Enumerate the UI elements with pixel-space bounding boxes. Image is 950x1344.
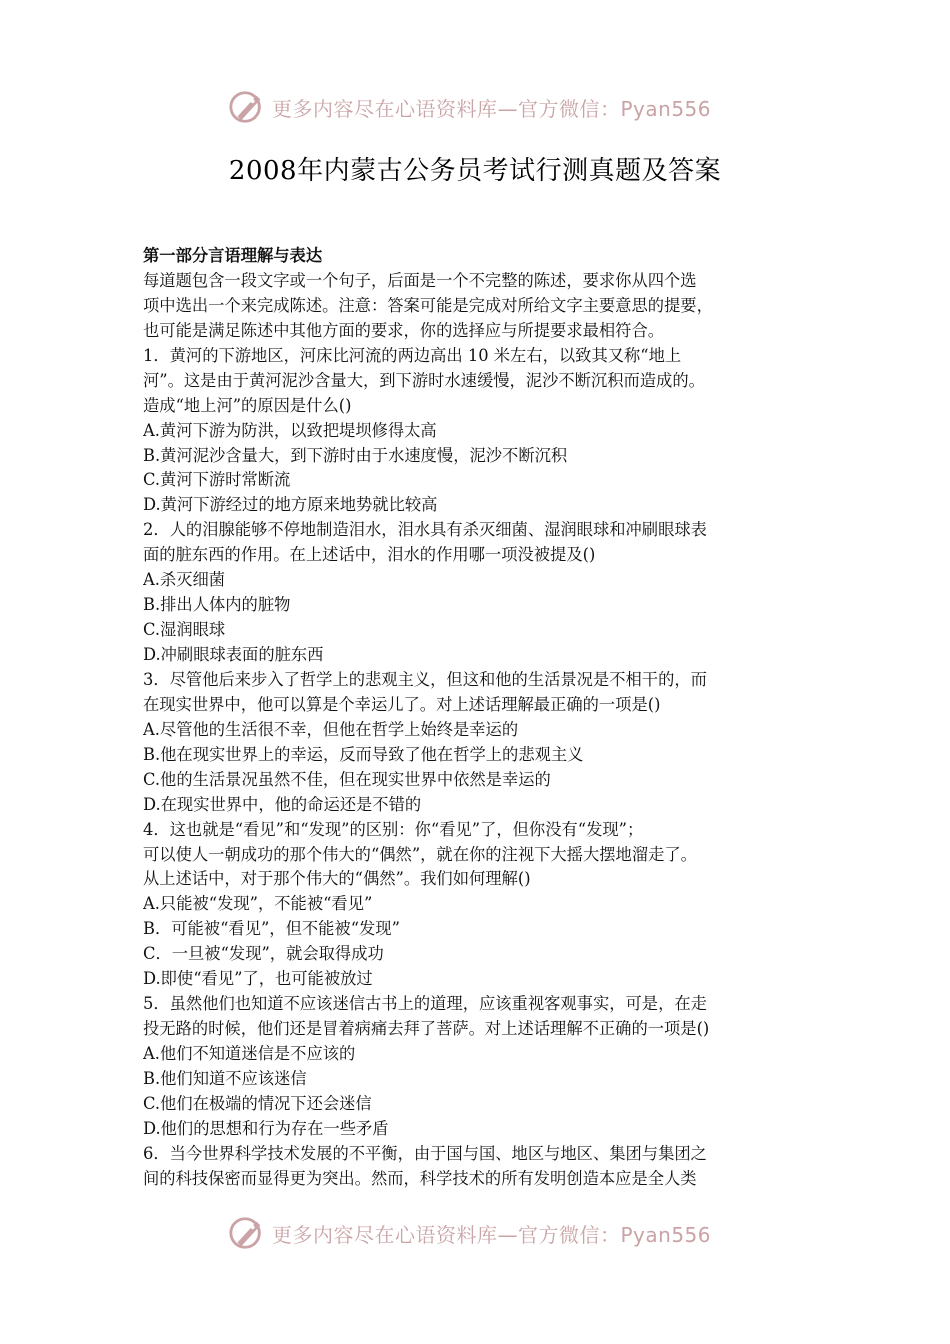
text-line: 2．人的泪腺能够不停地制造泪水，泪水具有杀灭细菌、湿润眼球和冲刷眼球表 [143,520,707,540]
text-line: 造成“地上河”的原因是什么() [143,395,352,415]
text-line: D.黄河下游经过的地方原来地势就比较高 [143,495,438,515]
text-line: A.尽管他的生活很不幸，但他在哲学上始终是幸运的 [143,719,519,739]
text-line: C.湿润眼球 [143,620,226,640]
text-line: C．一旦被“发现”，就会取得成功 [143,944,384,964]
text-line: B.他在现实世界上的幸运，反而导致了他在哲学上的悲观主义 [143,744,584,764]
text-line: 1．黄河的下游地区，河床比河流的两边高出 10 米左右，以致其又称“地上 [143,345,682,365]
watermark-banner-top [0,82,950,134]
text-line: 从上述话中，对于那个伟大的“偶然”。我们如何理解() [143,869,531,889]
text-line: 每道题包含一段文字或一个句子，后面是一个不完整的陈述，要求你从四个选 [143,270,697,290]
text-line: D.在现实世界中，他的命运还是不错的 [143,794,422,814]
watermark-banner-bottom [0,1208,950,1260]
text-line: A.只能被“发现”，不能被“看见” [143,894,373,914]
text-line: 也可能是满足陈述中其他方面的要求，你的选择应与所提要求最相符合。 [143,320,665,340]
text-line: D.即使“看见”了，也可能被放过 [143,969,373,989]
watermark-text: 更多内容尽在心语资料库—官方微信：Pyan556 [272,96,712,121]
text-line: 可以使人一朝成功的那个伟大的“偶然”，就在你的注视下大摇大摆地溜走了。 [143,844,697,864]
text-line: D.冲刷眼球表面的脏东西 [143,645,324,664]
text-line: 项中选出一个来完成陈述。注意：答案可能是完成对所给文字主要意思的提要， [143,295,713,315]
text-line: C.他的生活景况虽然不佳，但在现实世界中依然是幸运的 [143,769,551,789]
text-line: C.他们在极端的情况下还会迷信 [143,1093,372,1113]
pen-nib-logo-icon [228,1214,266,1252]
text-line: 面的脏东西的作用。在上述话中，泪水的作用哪一项没被提及() [143,545,596,565]
document-body [143,244,811,1192]
text-line: 4．这也就是“看见”和“发现”的区别：你“看见”了，但你没有“发现”； [143,819,644,839]
text-line: 3．尽管他后来步入了哲学上的悲观主义，但这和他的生活景况是不相干的，而 [143,669,707,689]
watermark-text: 更多内容尽在心语资料库—官方微信：Pyan556 [272,1222,712,1247]
text-line: 5．虽然他们也知道不应该迷信古书上的道理，应该重视客观事实，可是，在走 [143,994,707,1014]
text-line: 间的科技保密而显得更为突出。然而，科学技术的所有发明创造本应是全人类 [143,1168,697,1188]
text-line: C.黄河下游时常断流 [143,470,291,490]
text-line: A.杀灭细菌 [143,570,226,590]
text-line: B.黄河泥沙含量大，到下游时由于水速度慢，泥沙不断沉积 [143,445,568,465]
text-line: D.他们的思想和行为存在一些矛盾 [143,1118,389,1138]
text-line: A.他们不知道迷信是不应该的 [143,1044,356,1063]
pen-nib-logo-icon [228,88,266,126]
text-line: 河”。这是由于黄河泥沙含量大，到下游时水速缓慢，泥沙不断沉积而造成的。 [143,370,705,390]
section-heading: 第一部分言语理解与表达 [143,246,323,265]
text-line: 6．当今世界科学技术发展的不平衡，由于国与国、地区与地区、集团与集团之 [143,1143,707,1163]
text-line: A.黄河下游为防洪，以致把堤坝修得太高 [143,420,437,440]
text-line: B.排出人体内的脏物 [143,595,291,615]
text-line: 投无路的时候，他们还是冒着病痛去拜了菩萨。对上述话理解不正确的一项是() [143,1019,710,1039]
document-title: 2008年内蒙古公务员考试行测真题及答案 [228,156,722,186]
text-line: 在现实世界中，他可以算是个幸运儿了。对上述话理解最正确的一项是() [143,694,661,714]
text-line: B.他们知道不应该迷信 [143,1068,307,1088]
text-line: B．可能被“看见”，但不能被“发现” [143,919,400,939]
